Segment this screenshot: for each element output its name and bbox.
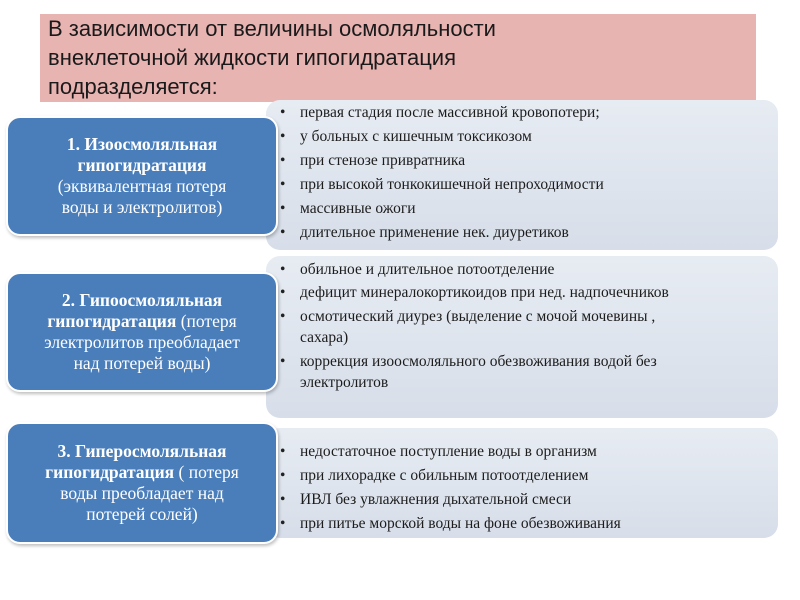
list-item: • у больных с кишечным токсикозом — [266, 125, 778, 149]
list-item: • при питье морской воды на фоне обезвоживания — [266, 512, 778, 536]
list-item: • обильное и длительное потоотделение — [266, 258, 778, 282]
list-item: • недостаточное поступление воды в организм — [266, 440, 778, 464]
list-item: • при лихорадке с обильным потоотделением — [266, 464, 778, 488]
list-item: • дефицит минералокортикоидов при нед. надпочечников — [266, 282, 680, 303]
category-title: гипогидратация — [47, 311, 177, 331]
category-box-hyper — [6, 422, 278, 544]
category-title: 1. Изоосмоляльная — [66, 134, 218, 154]
list-item: • коррекция изоосмоляльного обезвоживания водой без электролитов — [266, 351, 740, 393]
slide-title — [48, 14, 748, 101]
category-note: ( потеря — [178, 462, 239, 482]
category-title: 3. Гиперосмоляльная — [57, 441, 227, 461]
category-box-iso — [6, 116, 278, 236]
category-note: воды и электролитов) — [61, 197, 223, 217]
category-note: (потеря — [180, 311, 237, 331]
category-title: гипогидратация — [45, 462, 175, 482]
category-title: 2. Гипоосмоляльная — [61, 290, 223, 310]
title-line: внеклеточной жидкости гипогидратация — [48, 45, 457, 70]
category-note: потерей солей) — [86, 504, 198, 524]
details-panel-hyper — [266, 428, 778, 538]
list-item: • при высокой тонкокишечной непроходимости — [266, 173, 778, 197]
list-item: • ИВЛ без увлажнения дыхательной смеси — [266, 488, 778, 512]
category-box-hypo — [6, 272, 278, 392]
category-note: электролитов преобладает — [44, 332, 240, 352]
category-note: над потерей воды) — [73, 353, 211, 373]
details-panel-iso — [266, 100, 778, 250]
list-item: • длительное применение нек. диуретиков — [266, 221, 778, 245]
category-title: гипогидратация — [77, 155, 207, 175]
list-item: • первая стадия после массивной кровопотери; — [266, 101, 778, 125]
details-panel-hypo — [266, 256, 778, 418]
title-line: подразделяется: — [48, 74, 218, 99]
list-item: • при стенозе привратника — [266, 149, 778, 173]
list-item: • массивные ожоги — [266, 197, 778, 221]
list-item: • осмотический диурез (выделение с мочой мочевины , сахара) — [266, 306, 680, 348]
category-note: воды преобладает над — [60, 483, 224, 503]
title-line: В зависимости от величины осмоляльности — [48, 16, 496, 41]
category-note: (эквивалентная потеря — [57, 176, 227, 196]
